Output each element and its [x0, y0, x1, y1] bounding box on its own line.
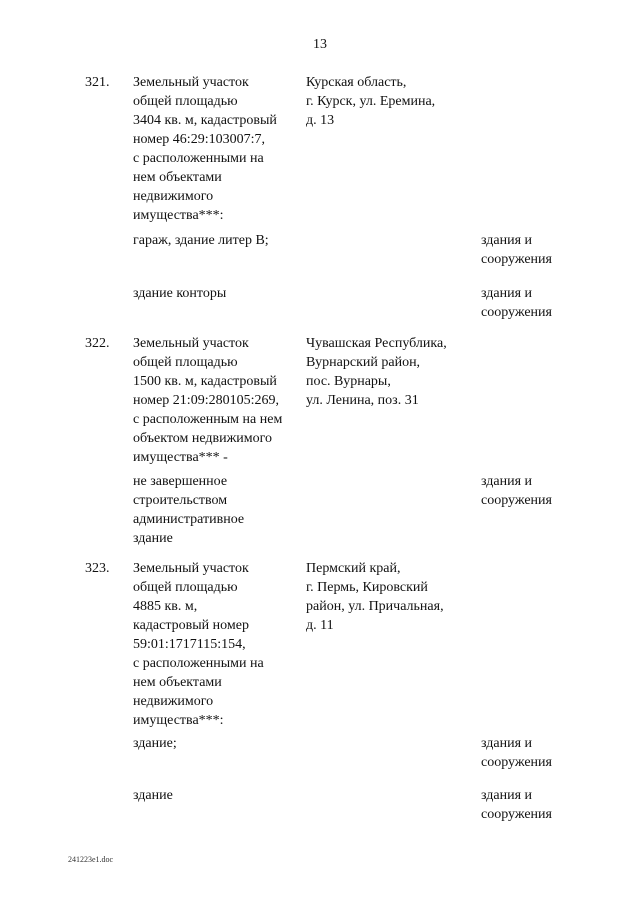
description-line: 3404 кв. м, кадастровый — [133, 113, 277, 128]
entry-number: 321. — [85, 75, 110, 90]
subitem-type-line: сооружения — [481, 755, 552, 770]
description-line: с расположенным на нем — [133, 412, 283, 427]
description-line: недвижимого — [133, 694, 214, 709]
description-line: имущества*** - — [133, 450, 228, 465]
description-line: с расположенными на — [133, 656, 264, 671]
description-line: имущества***: — [133, 208, 224, 223]
description-line: общей площадью — [133, 94, 238, 109]
description-line: Земельный участок — [133, 336, 249, 351]
subitem-description — [133, 231, 303, 250]
subitem-description-line: здание — [133, 788, 173, 803]
address-line: Курская область, — [306, 75, 407, 90]
subitem-type-line: здания и — [481, 736, 533, 751]
description-line: 59:01:1717115:154, — [133, 637, 246, 652]
description-line: 4885 кв. м, — [133, 599, 198, 614]
subitem-description-line: здание конторы — [133, 286, 227, 301]
entry-address — [306, 334, 476, 410]
subitem-description — [133, 284, 303, 303]
description-line: с расположенными на — [133, 151, 264, 166]
subitem-type-line: здания и — [481, 286, 533, 301]
entry-address — [306, 559, 476, 635]
description-line: объектом недвижимого — [133, 431, 273, 446]
description-line: нем объектами — [133, 675, 222, 690]
subitem-type — [481, 284, 591, 322]
entry-description — [133, 334, 303, 467]
address-line: ул. Ленина, поз. 31 — [306, 393, 419, 408]
subitem-type — [481, 472, 591, 510]
entry-description — [133, 73, 303, 225]
subitem-type-line: здания и — [481, 233, 533, 248]
entry-description — [133, 559, 303, 730]
subitem-type — [481, 786, 591, 824]
subitem-description-line: здание; — [133, 736, 177, 751]
subitem-description-line: гараж, здание литер В; — [133, 233, 269, 248]
address-line: д. 13 — [306, 113, 335, 128]
description-line: номер 21:09:280105:269, — [133, 393, 279, 408]
subitem-description — [133, 472, 303, 548]
entry-address — [306, 73, 476, 130]
address-line: пос. Вурнары, — [306, 374, 391, 389]
description-line: кадастровый номер — [133, 618, 249, 633]
address-line: д. 11 — [306, 618, 334, 633]
subitem-description-line: не завершенное — [133, 474, 228, 489]
subitem-description-line: административное — [133, 512, 245, 527]
subitem-type-line: сооружения — [481, 807, 552, 822]
description-line: 1500 кв. м, кадастровый — [133, 374, 277, 389]
entry-number: 323. — [85, 561, 110, 576]
address-line: г. Пермь, Кировский — [306, 580, 428, 595]
subitem-type-line: сооружения — [481, 493, 552, 508]
description-line: общей площадью — [133, 580, 238, 595]
description-line: недвижимого — [133, 189, 214, 204]
subitem-type — [481, 734, 591, 772]
document-filename: 241223e1.doc — [68, 855, 114, 864]
description-line: Земельный участок — [133, 75, 249, 90]
description-line: Земельный участок — [133, 561, 249, 576]
subitem-type-line: сооружения — [481, 305, 552, 320]
subitem-type-line: сооружения — [481, 252, 552, 267]
address-line: Чувашская Республика, — [306, 336, 447, 351]
address-line: Вурнарский район, — [306, 355, 421, 370]
description-line: нем объектами — [133, 170, 222, 185]
subitem-description-line: здание — [133, 531, 173, 546]
subitem-description-line: строительством — [133, 493, 228, 508]
page-number: 13 — [313, 37, 327, 52]
subitem-type-line: здания и — [481, 788, 533, 803]
address-line: г. Курск, ул. Еремина, — [306, 94, 436, 109]
address-line: район, ул. Причальная, — [306, 599, 444, 614]
subitem-type-line: здания и — [481, 474, 533, 489]
subitem-description — [133, 734, 303, 753]
address-line: Пермский край, — [306, 561, 401, 576]
entry-number: 322. — [85, 336, 110, 351]
description-line: номер 46:29:103007:7, — [133, 132, 265, 147]
description-line: общей площадью — [133, 355, 238, 370]
subitem-type — [481, 231, 591, 269]
description-line: имущества***: — [133, 713, 224, 728]
subitem-description — [133, 786, 303, 805]
